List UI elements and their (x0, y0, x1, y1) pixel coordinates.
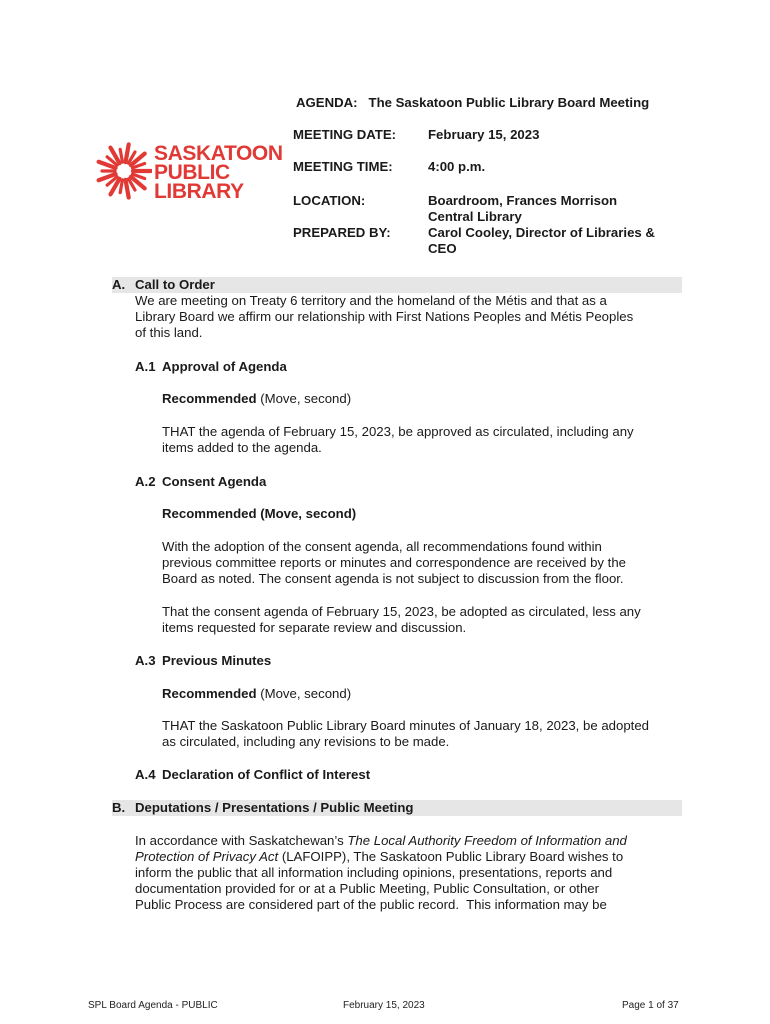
text-line: items requested for separate review and discussion. (162, 620, 467, 635)
text-line: We are meeting on Treaty 6 territory and the homeland of the Métis and that as a (135, 293, 607, 308)
text-line (135, 849, 680, 865)
prepared-by-line-1: Carol Cooley, Director of Libraries & (428, 225, 655, 240)
library-logo (96, 140, 281, 202)
recommended-action: (Move, second) (256, 391, 352, 406)
text-line: That the consent agenda of February 15, 2023, be adopted as circulated, less any (162, 604, 641, 619)
recommended-label: Recommended (162, 686, 257, 701)
text-line: Board as noted. The consent agenda is not subject to discussion from the floor. (162, 571, 624, 586)
a2-number: A.2 (135, 474, 156, 489)
text-segment: (LAFOIPP), The Saskatoon Public Library Board wishes to (278, 849, 624, 864)
section-a-heading (112, 277, 682, 293)
footer-page-number: Page 1 of 37 (622, 1000, 679, 1011)
a1-heading (135, 359, 287, 375)
location-value-line-1: Boardroom, Frances Morrison (428, 193, 618, 208)
a4-number: A.4 (135, 767, 156, 782)
a4-heading (135, 767, 370, 783)
a2-motion (162, 604, 680, 636)
section-a-letter: A. (112, 277, 126, 292)
section-a-title: Call to Order (135, 277, 215, 292)
a3-title: Previous Minutes (162, 653, 272, 668)
a2-heading (135, 474, 266, 490)
act-name-italic: Protection of Privacy Act (135, 849, 279, 864)
text-line: Library Board we affirm our relationship with First Nations Peoples and Métis Peoples (135, 309, 634, 324)
footer-date: February 15, 2023 (343, 1000, 425, 1011)
text-line: documentation provided for or at a Public Meeting, Public Consultation, or other (135, 881, 600, 896)
text-line: as circulated, including any revisions to be made. (162, 734, 450, 749)
meeting-time-value: 4:00 p.m. (428, 159, 486, 174)
footer-document-name: SPL Board Agenda - PUBLIC (88, 1000, 218, 1011)
a1-title: Approval of Agenda (162, 359, 287, 374)
a1-number: A.1 (135, 359, 156, 374)
a3-motion (162, 718, 680, 750)
a2-title: Consent Agenda (162, 474, 267, 489)
agenda-title: AGENDA: The Saskatoon Public Library Board Meeting (296, 95, 650, 110)
prepared-by-line-2: CEO (428, 241, 457, 256)
prepared-by-label: PREPARED BY: (293, 225, 391, 240)
text-line: of this land. (135, 325, 203, 340)
act-name-italic: The Local Authority Freedom of Information and (347, 833, 627, 848)
text-line: With the adoption of the consent agenda, all recommendations found within (162, 539, 602, 554)
a1-motion (162, 424, 680, 456)
section-b-heading (112, 800, 682, 816)
recommended-action: (Move, second) (256, 686, 352, 701)
text-line: THAT the agenda of February 15, 2023, be approved as circulated, including any (162, 424, 634, 439)
logo-line-1: SASKATOON (154, 142, 283, 165)
section-b-title: Deputations / Presentations / Public Meeting (135, 800, 414, 815)
logo-line-2: PUBLIC (154, 161, 230, 184)
meeting-time-label: MEETING TIME: (293, 159, 393, 174)
meeting-date-value: February 15, 2023 (428, 127, 540, 142)
text-line: items added to the agenda. (162, 440, 322, 455)
a1-recommended (162, 391, 680, 407)
a3-number: A.3 (135, 653, 156, 668)
lafoipp-notice (135, 833, 680, 913)
location-label: LOCATION: (293, 193, 366, 208)
a4-title: Declaration of Conflict of Interest (162, 767, 371, 782)
a3-recommended (162, 686, 680, 702)
text-segment: In accordance with Saskatchewan’s (135, 833, 348, 848)
a2-description (162, 539, 680, 587)
text-line: inform the public that all information including opinions, presentations, reports and (135, 865, 613, 880)
sunburst-logo-icon (96, 140, 152, 202)
text-line: Public Process are considered part of the public record. This information may be (135, 897, 607, 912)
location-value-line-2: Central Library (428, 209, 522, 224)
treaty-acknowledgement (135, 293, 680, 341)
text-line: previous committee reports or minutes and correspondence are received by the (162, 555, 626, 570)
a2-recommended: Recommended (Move, second) (162, 506, 357, 521)
logo-line-3: LIBRARY (154, 180, 244, 203)
text-line: THAT the Saskatoon Public Library Board minutes of January 18, 2023, be adopted (162, 718, 650, 733)
meeting-date-label: MEETING DATE: (293, 127, 397, 142)
section-b-letter: B. (112, 800, 126, 815)
a3-heading (135, 653, 271, 669)
recommended-label: Recommended (162, 391, 257, 406)
text-line (135, 833, 680, 849)
